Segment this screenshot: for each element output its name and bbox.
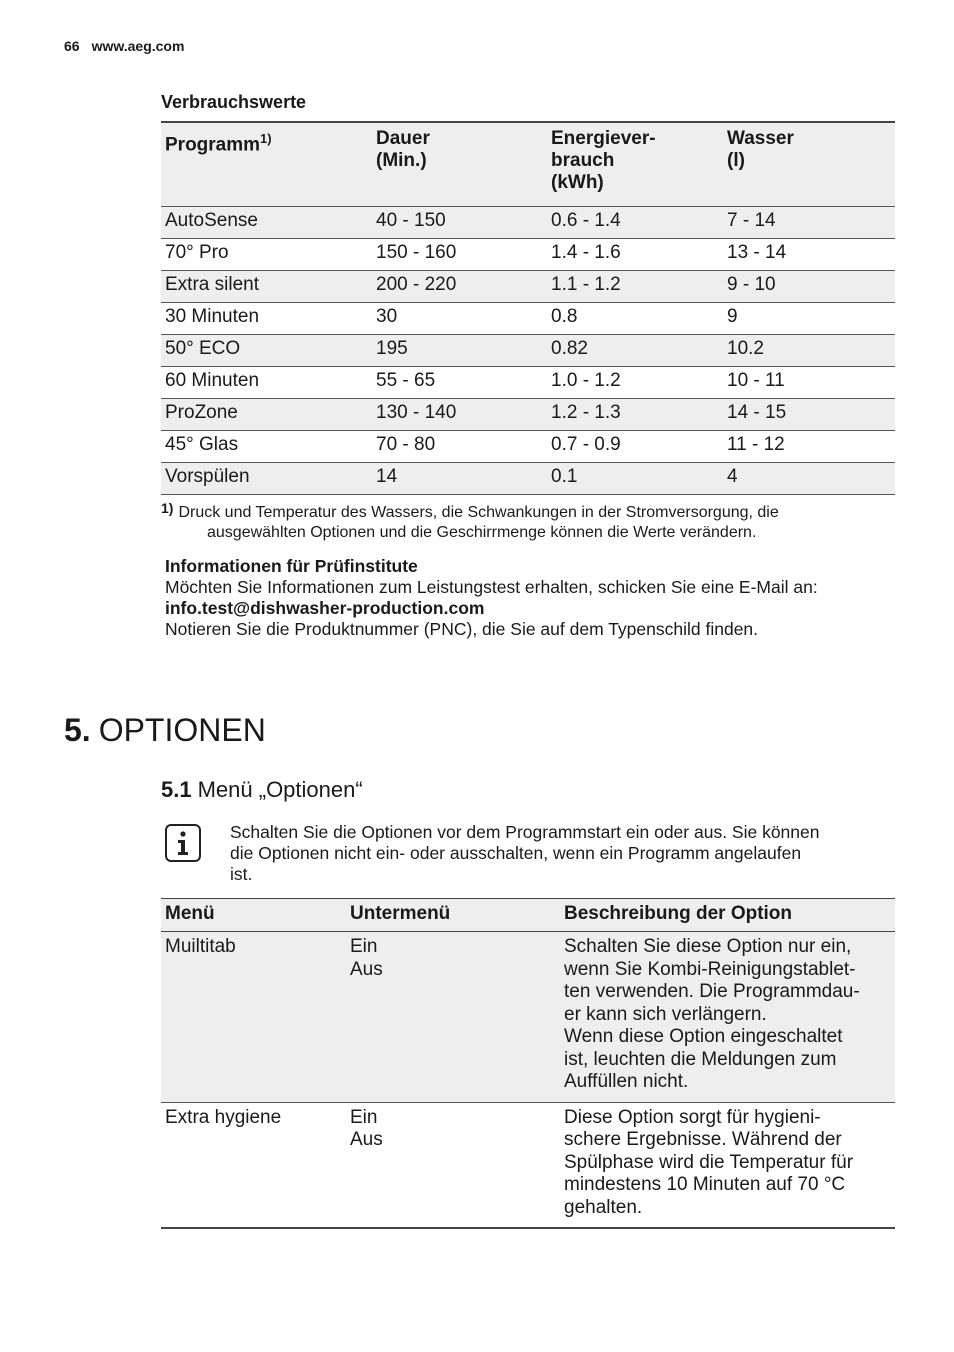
- table-cell: 1.2 - 1.3: [547, 399, 723, 431]
- options-header-description: Beschreibung der Option: [560, 899, 895, 932]
- description-line: gehalten.: [564, 1196, 643, 1218]
- header-line: (l): [727, 150, 745, 171]
- note-line-1: Schalten Sie die Optionen vor dem Programmstart ein oder aus. Sie können: [230, 822, 820, 842]
- test-info-email: info.test@dishwasher-production.com: [165, 598, 485, 618]
- table-cell: 30: [372, 303, 547, 335]
- table-cell: AutoSense: [161, 207, 372, 239]
- table-cell: 50° ECO: [161, 335, 372, 367]
- table-cell: 0.8: [547, 303, 723, 335]
- description-line: Schalten Sie diese Option nur ein,: [564, 936, 852, 957]
- subsection-title: Menü „Optionen“: [197, 777, 363, 802]
- section-number: 5.: [64, 712, 91, 748]
- table-cell: 11 - 12: [723, 431, 895, 463]
- submenu-value: Aus: [350, 1129, 383, 1150]
- option-menu-cell: Muiltitab: [165, 936, 236, 957]
- description-line: Auffüllen nicht.: [564, 1071, 689, 1092]
- table-row: [161, 335, 895, 367]
- table-cell: 0.82: [547, 335, 723, 367]
- table-cell: 40 - 150: [372, 207, 547, 239]
- test-info-pnc-text: Notieren Sie die Produktnummer (PNC), die Sie auf dem Typenschild finden.: [165, 619, 759, 639]
- table-cell: 7 - 14: [723, 207, 895, 239]
- table-cell: 14 - 15: [723, 399, 895, 431]
- note-line-3: ist.: [230, 864, 253, 884]
- table-cell: 0.1: [547, 463, 723, 495]
- option-menu-cell: Extra hygiene: [161, 1102, 346, 1228]
- section-heading: [64, 712, 266, 749]
- footnote-mark: 1): [161, 500, 174, 516]
- table-cell: Vorspülen: [161, 463, 372, 495]
- table-cell: 10 - 11: [723, 367, 895, 399]
- table-cell: 55 - 65: [372, 367, 547, 399]
- table-cell: 0.6 - 1.4: [547, 207, 723, 239]
- header-line: Programm: [165, 134, 261, 156]
- header-line: Energiever-: [551, 128, 656, 149]
- table-cell: 9 - 10: [723, 271, 895, 303]
- header-line: (kWh): [551, 172, 604, 193]
- description-line: wenn Sie Kombi-Reinigungstablet-: [564, 958, 856, 980]
- table-cell: 30 Minuten: [161, 303, 372, 335]
- table-row: [161, 399, 895, 431]
- table-row: [161, 207, 895, 239]
- description-line: Diese Option sorgt für hygieni-: [564, 1106, 821, 1128]
- info-icon-glyph: [167, 826, 199, 860]
- header-line: Dauer: [376, 128, 430, 149]
- description-line: er kann sich verlängern.: [564, 1003, 767, 1025]
- submenu-value: Aus: [350, 958, 383, 980]
- table-cell: 130 - 140: [372, 399, 547, 431]
- section-title: OPTIONEN: [98, 712, 266, 748]
- consumption-table-title: Verbrauchswerte: [161, 92, 307, 112]
- table-cell: 13 - 14: [723, 239, 895, 271]
- table-row: [161, 367, 895, 399]
- table-cell: 150 - 160: [372, 239, 547, 271]
- subsection-heading: [161, 777, 363, 803]
- description-line: mindestens 10 Minuten auf 70 °C: [564, 1174, 846, 1195]
- info-note: [230, 822, 895, 885]
- table-row: [161, 239, 895, 271]
- options-header-submenu: Untermenü: [346, 899, 560, 932]
- footnote-reference: 1): [260, 131, 272, 146]
- header-line: Wasser: [727, 128, 794, 149]
- test-institute-info: [165, 556, 895, 640]
- options-table-header-row: [161, 899, 895, 932]
- description-line: ist, leuchten die Meldungen zum: [564, 1048, 837, 1070]
- table-cell: 14: [372, 463, 547, 495]
- table-cell: 9: [723, 303, 895, 335]
- header-line: (Min.): [376, 150, 427, 171]
- table-cell: 4: [723, 463, 895, 495]
- table-row: [161, 271, 895, 303]
- website-url: www.aeg.com: [91, 38, 185, 54]
- consumption-header-cell: [723, 122, 895, 207]
- table-cell: 70 - 80: [372, 431, 547, 463]
- description-line: Spülphase wird die Temperatur für: [564, 1151, 854, 1173]
- table-row: [161, 431, 895, 463]
- options-header-menu: Menü: [161, 899, 346, 932]
- table-cell: 195: [372, 335, 547, 367]
- option-submenu-cell: [346, 1102, 560, 1228]
- table-cell: 60 Minuten: [161, 367, 372, 399]
- table-cell: 200 - 220: [372, 271, 547, 303]
- option-row: [161, 1102, 895, 1228]
- table-cell: 1.4 - 1.6: [547, 239, 723, 271]
- option-row: [161, 932, 895, 1103]
- table-cell: 45° Glas: [161, 431, 372, 463]
- page-number: 66: [64, 38, 80, 54]
- description-line: schere Ergebnisse. Während der: [564, 1129, 842, 1150]
- info-icon: [165, 824, 201, 862]
- description-line: ten verwenden. Die Programmdau-: [564, 981, 860, 1002]
- table-cell: 70° Pro: [161, 239, 372, 271]
- note-line-2: die Optionen nicht ein- oder ausschalten, wenn ein Programm angelaufen: [230, 843, 802, 863]
- table-row: [161, 463, 895, 495]
- submenu-value: Ein: [350, 1106, 378, 1128]
- footnote-line-1: Druck und Temperatur des Wassers, die Schwankungen in der Stromversorgung, die: [178, 504, 779, 521]
- header-line: brauch: [551, 150, 615, 171]
- submenu-value: Ein: [350, 936, 378, 957]
- consumption-header-cell: [372, 122, 547, 207]
- options-table: [161, 898, 895, 1229]
- consumption-header-cell: [161, 122, 372, 207]
- table-cell: Extra silent: [161, 271, 372, 303]
- description-line: Wenn diese Option eingeschaltet: [564, 1026, 843, 1047]
- test-info-text: Möchten Sie Informationen zum Leistungstest erhalten, schicken Sie eine E-Mail an:: [165, 577, 818, 597]
- consumption-header-cell: [547, 122, 723, 207]
- table-cell: ProZone: [161, 399, 372, 431]
- consumption-table: [161, 121, 895, 495]
- table-cell: 10.2: [723, 335, 895, 367]
- consumption-table-header-row: [161, 122, 895, 207]
- table-cell: 1.1 - 1.2: [547, 271, 723, 303]
- page-header: [64, 38, 184, 54]
- footnote-line-2: ausgewählten Optionen und die Geschirrmenge können die Werte verändern.: [207, 524, 757, 541]
- footnote: [161, 502, 891, 543]
- table-row: [161, 303, 895, 335]
- table-cell: 1.0 - 1.2: [547, 367, 723, 399]
- option-description-cell: [560, 1102, 895, 1228]
- test-info-title: Informationen für Prüfinstitute: [165, 556, 418, 576]
- subsection-number: 5.1: [161, 777, 192, 802]
- option-description-cell: [560, 932, 895, 1103]
- option-submenu-cell: [346, 932, 560, 1103]
- table-cell: 0.7 - 0.9: [547, 431, 723, 463]
